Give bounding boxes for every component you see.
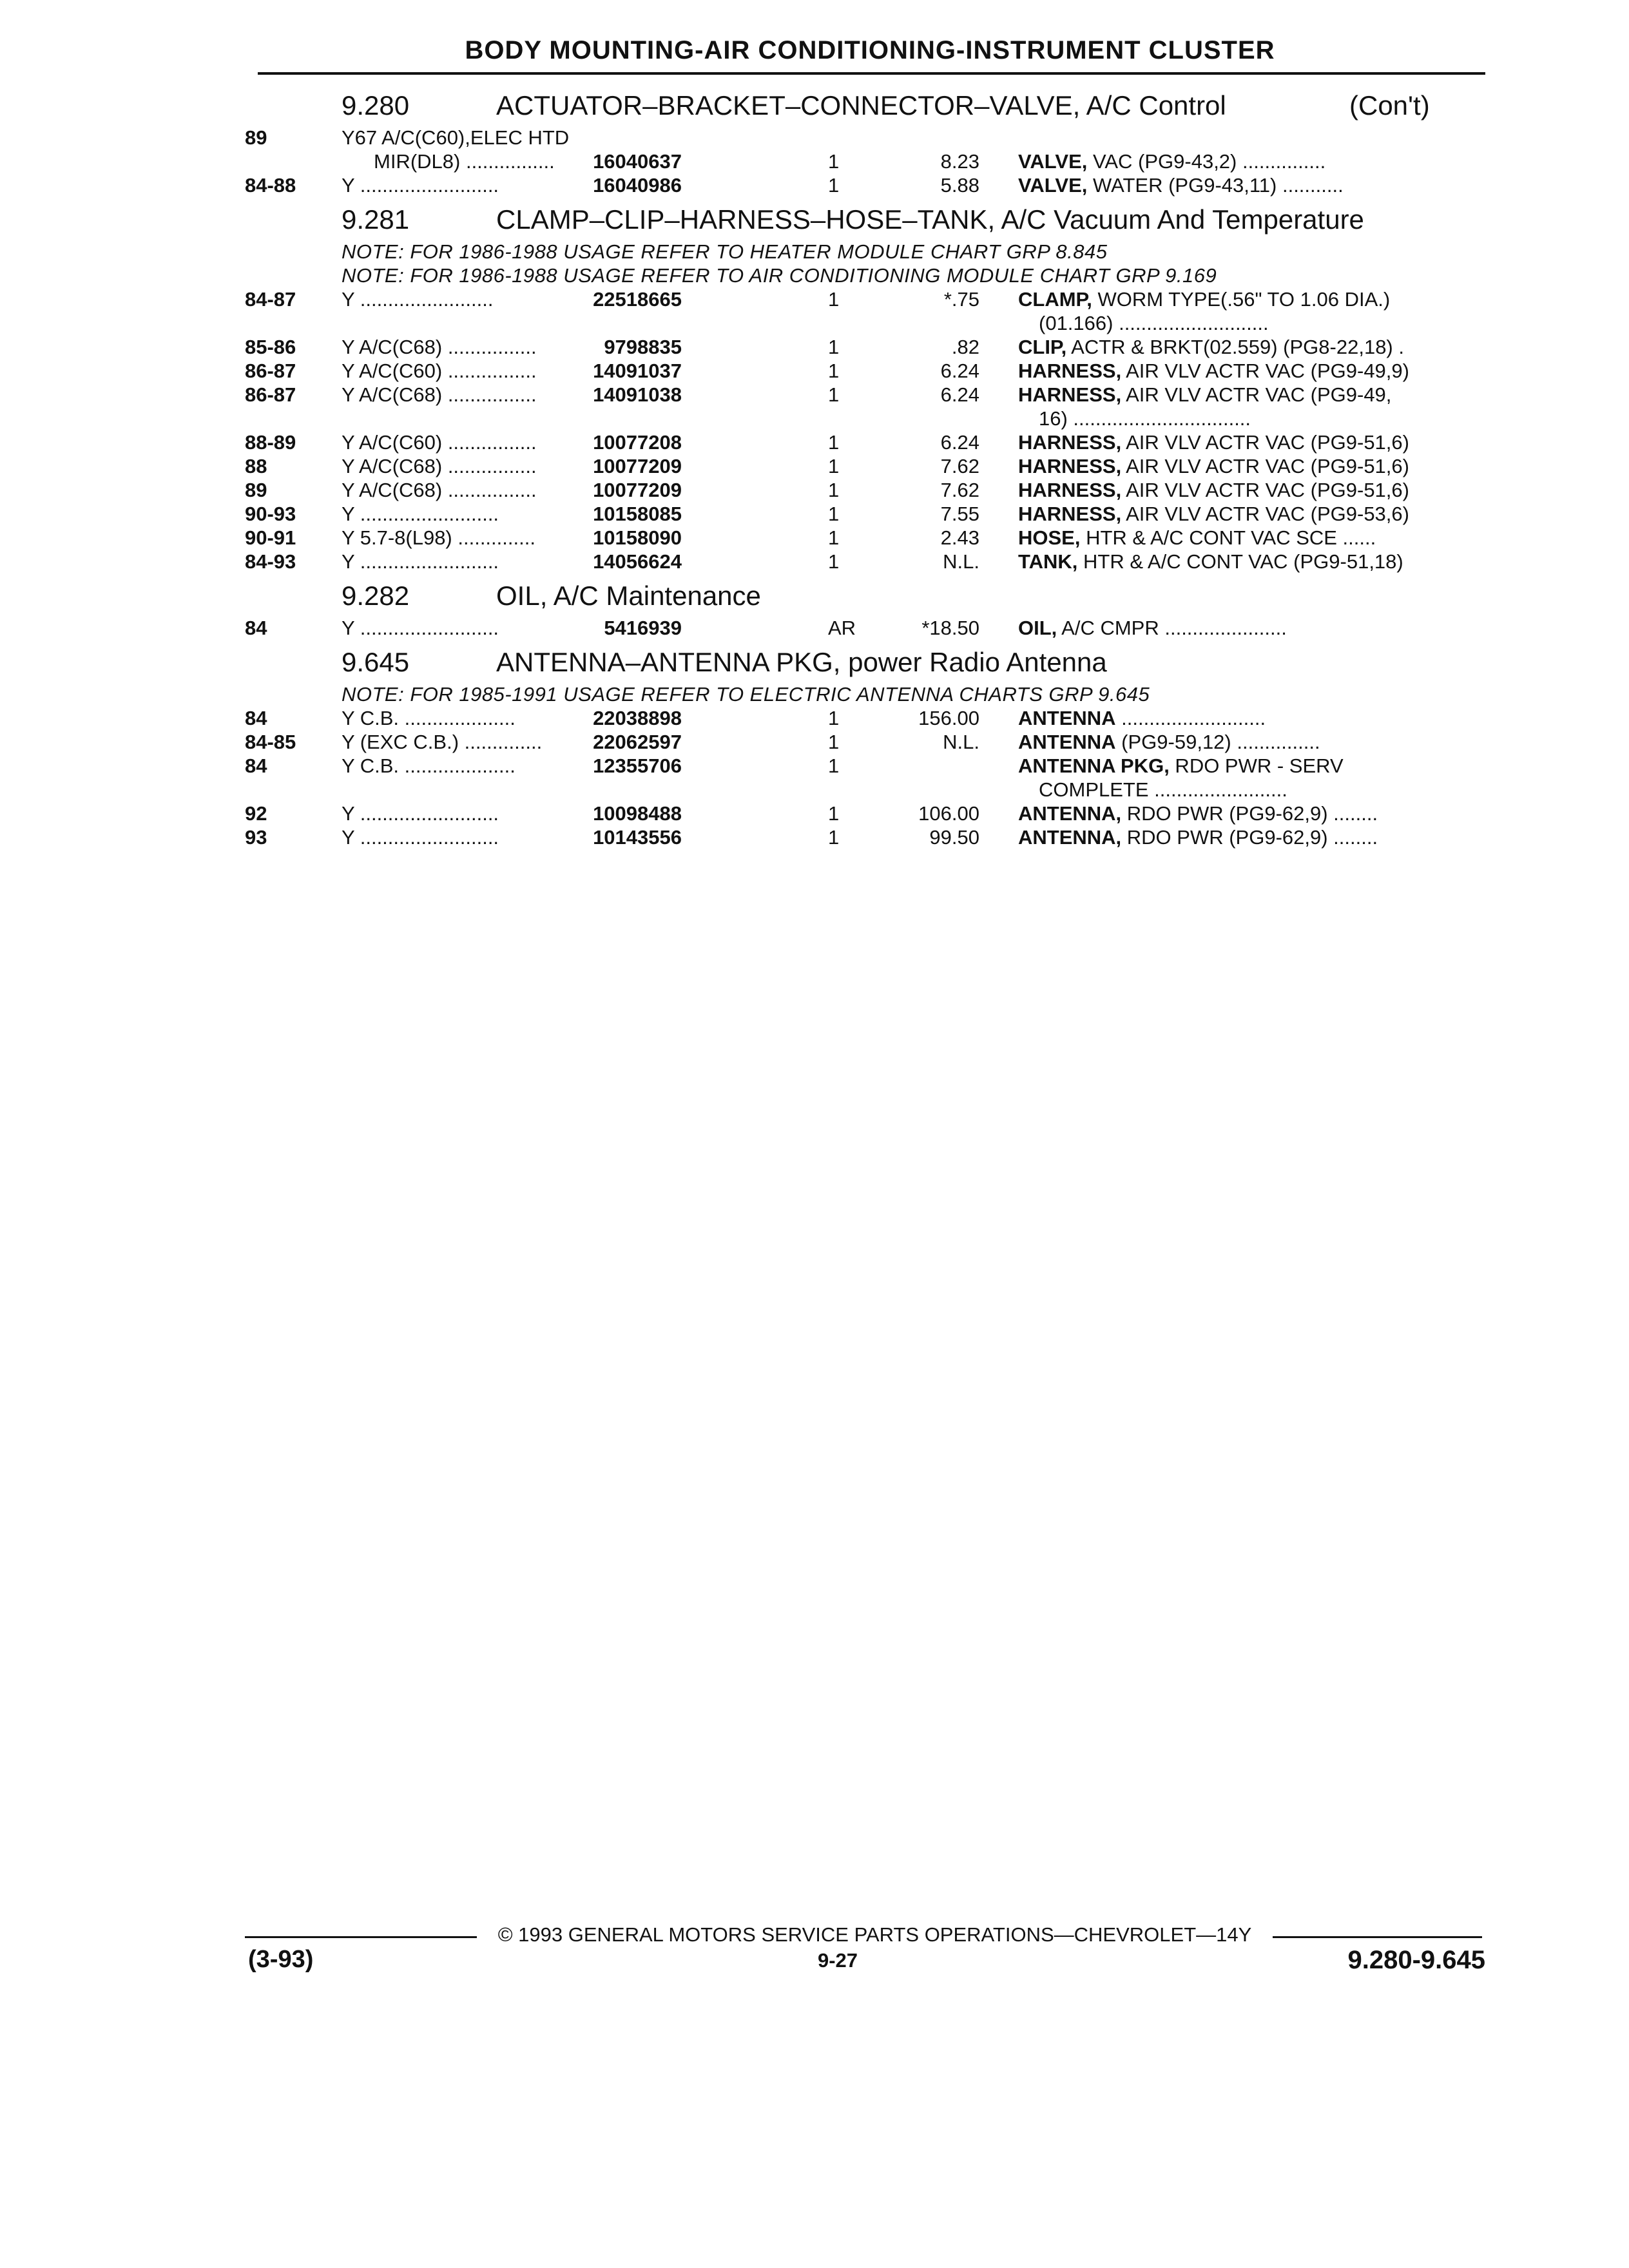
part-name-detail: AIR VLV ACTR VAC (PG9-51,6) <box>1121 479 1409 501</box>
part-name-detail: VAC (PG9-43,2) ............... <box>1087 150 1326 173</box>
part-number: 14091038 <box>593 383 682 406</box>
part-name <box>1018 754 1482 778</box>
quantity: 1 <box>828 826 840 849</box>
model-years: 86-87 <box>245 383 296 406</box>
part-name-detail: AIR VLV ACTR VAC (PG9-49, <box>1121 383 1392 406</box>
part-row <box>245 778 1482 802</box>
part-row <box>245 826 1482 850</box>
quantity: 1 <box>828 479 840 501</box>
usage-description: Y67 A/C(C60),ELEC HTD <box>342 126 570 149</box>
model-years: 84-88 <box>245 174 296 197</box>
footer-group-range: 9.280-9.645 <box>1347 1946 1485 1974</box>
model-years: 90-93 <box>245 503 296 525</box>
part-row <box>245 288 1482 312</box>
part-number: 22038898 <box>593 707 682 729</box>
model-years: 86-87 <box>245 360 296 382</box>
part-name <box>1039 407 1503 430</box>
part-name <box>1018 802 1482 825</box>
part-name-detail: COMPLETE ........................ <box>1039 778 1287 801</box>
part-name-keyword: VALVE, <box>1018 150 1088 173</box>
part-name-detail: WORM TYPE(.56" TO 1.06 DIA.) <box>1092 288 1391 311</box>
price: *.75 <box>943 288 979 311</box>
quantity: 1 <box>828 731 840 753</box>
section-heading <box>245 640 1482 683</box>
footer-revision-date: (3-93) <box>248 1946 314 1973</box>
part-row <box>245 383 1482 407</box>
part-name-keyword: ANTENNA <box>1018 707 1116 729</box>
usage-description: Y 5.7-8(L98) .............. <box>342 526 535 549</box>
part-name-detail: 16) ................................ <box>1039 407 1251 430</box>
price: .82 <box>951 336 979 358</box>
part-number: 10077209 <box>593 479 682 501</box>
part-row <box>245 526 1482 550</box>
quantity: 1 <box>828 288 840 311</box>
part-name-keyword: HOSE, <box>1018 526 1081 549</box>
part-row <box>245 150 1482 174</box>
price: 7.62 <box>940 455 979 477</box>
part-name-keyword: ANTENNA PKG, <box>1018 754 1170 777</box>
model-years: 84 <box>245 707 267 729</box>
section-heading <box>245 84 1482 126</box>
quantity: 1 <box>828 503 840 525</box>
quantity: 1 <box>828 360 840 382</box>
part-number: 10077209 <box>593 455 682 477</box>
part-name-keyword: HARNESS, <box>1018 503 1122 525</box>
quantity: 1 <box>828 754 840 777</box>
section-number: 9.280 <box>342 90 410 120</box>
part-name-keyword: CLIP, <box>1018 336 1067 358</box>
part-number: 14056624 <box>593 550 682 573</box>
part-number: 12355706 <box>593 754 682 777</box>
model-years: 84-93 <box>245 550 296 573</box>
model-years: 89 <box>245 126 267 149</box>
model-years: 84 <box>245 617 267 639</box>
catalog-section <box>245 640 1482 850</box>
usage-description: Y ......................... <box>342 503 499 525</box>
usage-description: Y A/C(C60) ................ <box>342 360 537 382</box>
section-note: NOTE: FOR 1986-1988 USAGE REFER TO HEATER MODULE CHART GRP 8.845 <box>342 240 1108 263</box>
part-row <box>245 126 1482 150</box>
part-name-keyword: ANTENNA, <box>1018 826 1122 849</box>
part-name-detail: (PG9-59,12) ............... <box>1115 731 1320 753</box>
model-years: 90-91 <box>245 526 296 549</box>
part-number: 10077208 <box>593 431 682 454</box>
part-number: 16040986 <box>593 174 682 197</box>
part-row <box>245 312 1482 336</box>
section-number: 9.282 <box>342 581 410 611</box>
section-note: NOTE: FOR 1986-1988 USAGE REFER TO AIR CONDITIONING MODULE CHART GRP 9.169 <box>342 264 1217 287</box>
part-name <box>1039 312 1503 335</box>
price: 7.55 <box>940 503 979 525</box>
part-row <box>245 731 1482 754</box>
page-title: BODY MOUNTING-AIR CONDITIONING-INSTRUMENT CLUSTER <box>465 36 1275 64</box>
price: 5.88 <box>940 174 979 197</box>
part-number: 14091037 <box>593 360 682 382</box>
part-name <box>1018 174 1482 197</box>
part-name <box>1018 431 1482 454</box>
part-name-keyword: HARNESS, <box>1018 455 1122 477</box>
part-name <box>1018 336 1482 359</box>
part-name-detail: .......................... <box>1115 707 1266 729</box>
quantity: 1 <box>828 336 840 358</box>
part-number: 5416939 <box>604 617 682 639</box>
part-number: 10158085 <box>593 503 682 525</box>
section-number: 9.645 <box>342 647 410 677</box>
part-name-detail: AIR VLV ACTR VAC (PG9-53,6) <box>1121 503 1409 525</box>
model-years: 92 <box>245 802 267 825</box>
quantity: 1 <box>828 550 840 573</box>
usage-description: Y A/C(C68) ................ <box>342 336 537 358</box>
part-name-keyword: OIL, <box>1018 617 1057 639</box>
part-row <box>245 431 1482 455</box>
part-name <box>1018 360 1482 383</box>
part-name-keyword: ANTENNA, <box>1018 802 1122 825</box>
quantity: 1 <box>828 150 840 173</box>
catalog-section <box>245 574 1482 640</box>
part-row <box>245 754 1482 778</box>
part-name-keyword: VALVE, <box>1018 174 1088 197</box>
part-row <box>245 336 1482 360</box>
part-name <box>1018 526 1482 550</box>
part-number: 10098488 <box>593 802 682 825</box>
price: 6.24 <box>940 360 979 382</box>
footer-rule-right <box>1273 1936 1482 1938</box>
usage-description: Y (EXC C.B.) .............. <box>342 731 543 753</box>
section-title: ANTENNA–ANTENNA PKG, power Radio Antenna <box>496 647 1107 677</box>
section-continued: (Con't) <box>1349 90 1430 120</box>
price: N.L. <box>943 550 979 573</box>
model-years: 84 <box>245 754 267 777</box>
price: 8.23 <box>940 150 979 173</box>
part-name-detail: ACTR & BRKT(02.559) (PG8-22,18) . <box>1066 336 1404 358</box>
part-name-detail: AIR VLV ACTR VAC (PG9-51,6) <box>1121 455 1409 477</box>
part-number: 9798835 <box>604 336 682 358</box>
part-name <box>1039 778 1503 802</box>
part-name-detail: (01.166) ........................... <box>1039 312 1269 334</box>
header-rule <box>258 72 1485 75</box>
part-name <box>1018 707 1482 730</box>
part-name-detail: HTR & A/C CONT VAC (PG9-51,18) <box>1077 550 1403 573</box>
price: 6.24 <box>940 383 979 406</box>
price: 106.00 <box>918 802 979 825</box>
section-note: NOTE: FOR 1985-1991 USAGE REFER TO ELECTRIC ANTENNA CHARTS GRP 9.645 <box>342 683 1150 706</box>
quantity: 1 <box>828 802 840 825</box>
part-name <box>1018 617 1482 640</box>
part-name-detail: AIR VLV ACTR VAC (PG9-49,9) <box>1121 360 1409 382</box>
part-row <box>245 479 1482 503</box>
usage-description: Y A/C(C68) ................ <box>342 455 537 477</box>
part-name-keyword: ANTENNA <box>1018 731 1116 753</box>
section-number: 9.281 <box>342 204 410 235</box>
part-number: 22518665 <box>593 288 682 311</box>
usage-description: Y A/C(C60) ................ <box>342 431 537 454</box>
part-name <box>1018 479 1482 502</box>
part-name <box>1018 383 1482 407</box>
part-name <box>1018 550 1482 573</box>
part-row <box>245 407 1482 431</box>
price: 156.00 <box>918 707 979 729</box>
usage-description: Y ......................... <box>342 826 499 849</box>
part-row <box>245 174 1482 198</box>
model-years: 88-89 <box>245 431 296 454</box>
part-name <box>1018 150 1482 173</box>
part-name <box>1018 826 1482 849</box>
part-name-detail: HTR & A/C CONT VAC SCE ...... <box>1080 526 1376 549</box>
model-years: 88 <box>245 455 267 477</box>
part-name-detail: RDO PWR - SERV <box>1169 754 1344 777</box>
usage-description: Y ........................ <box>342 288 494 311</box>
footer-rule-left <box>245 1936 477 1938</box>
part-row <box>245 550 1482 574</box>
part-number: 16040637 <box>593 150 682 173</box>
part-row <box>245 360 1482 383</box>
part-name <box>1018 503 1482 526</box>
section-heading <box>245 198 1482 240</box>
part-name-keyword: CLAMP, <box>1018 288 1092 311</box>
part-name-keyword: HARNESS, <box>1018 431 1122 454</box>
section-title: ACTUATOR–BRACKET–CONNECTOR–VALVE, A/C Control <box>496 90 1226 120</box>
part-name-keyword: HARNESS, <box>1018 479 1122 501</box>
part-name-detail: A/C CMPR ...................... <box>1057 617 1287 639</box>
usage-description: Y C.B. .................... <box>342 707 516 729</box>
parts-catalog-body <box>245 84 1482 850</box>
catalog-section <box>245 198 1482 574</box>
part-name-detail: AIR VLV ACTR VAC (PG9-51,6) <box>1121 431 1409 454</box>
footer-page-number: 9-27 <box>817 1949 858 1972</box>
part-name-detail: WATER (PG9-43,11) ........... <box>1087 174 1344 197</box>
quantity: 1 <box>828 431 840 454</box>
quantity: 1 <box>828 455 840 477</box>
part-name-detail: RDO PWR (PG9-62,9) ........ <box>1121 826 1378 849</box>
section-heading <box>245 574 1482 617</box>
usage-description: Y ......................... <box>342 174 499 197</box>
section-title: OIL, A/C Maintenance <box>496 581 761 611</box>
quantity: 1 <box>828 383 840 406</box>
part-number: 10143556 <box>593 826 682 849</box>
part-name-keyword: TANK, <box>1018 550 1078 573</box>
part-row <box>245 802 1482 826</box>
price: 7.62 <box>940 479 979 501</box>
part-name-detail: RDO PWR (PG9-62,9) ........ <box>1121 802 1378 825</box>
part-row <box>245 503 1482 526</box>
quantity: AR <box>828 617 856 639</box>
part-number: 10158090 <box>593 526 682 549</box>
usage-description: Y A/C(C68) ................ <box>342 479 537 501</box>
price: 2.43 <box>940 526 979 549</box>
quantity: 1 <box>828 526 840 549</box>
model-years: 85-86 <box>245 336 296 358</box>
model-years: 93 <box>245 826 267 849</box>
price: 6.24 <box>940 431 979 454</box>
part-name-keyword: HARNESS, <box>1018 383 1122 406</box>
quantity: 1 <box>828 174 840 197</box>
quantity: 1 <box>828 707 840 729</box>
part-name <box>1018 455 1482 478</box>
usage-description: Y ......................... <box>342 617 499 639</box>
model-years: 84-85 <box>245 731 296 753</box>
part-number: 22062597 <box>593 731 682 753</box>
usage-description: Y ......................... <box>342 802 499 825</box>
part-name <box>1018 288 1482 311</box>
part-row <box>245 707 1482 731</box>
price: N.L. <box>943 731 979 753</box>
price: *18.50 <box>921 617 979 639</box>
usage-description: Y A/C(C68) ................ <box>342 383 537 406</box>
part-name-keyword: HARNESS, <box>1018 360 1122 382</box>
catalog-section <box>245 84 1482 198</box>
price: 99.50 <box>929 826 979 849</box>
footer-copyright: © 1993 GENERAL MOTORS SERVICE PARTS OPERATIONS—CHEVROLET—14Y <box>497 1923 1252 1946</box>
part-name <box>1018 731 1482 754</box>
model-years: 89 <box>245 479 267 501</box>
section-title: CLAMP–CLIP–HARNESS–HOSE–TANK, A/C Vacuum And Temperature <box>496 204 1364 235</box>
model-years: 84-87 <box>245 288 296 311</box>
part-row <box>245 455 1482 479</box>
usage-description: Y ......................... <box>342 550 499 573</box>
part-row <box>245 617 1482 640</box>
usage-description: Y C.B. .................... <box>342 754 516 777</box>
usage-description: MIR(DL8) ................ <box>374 150 555 173</box>
